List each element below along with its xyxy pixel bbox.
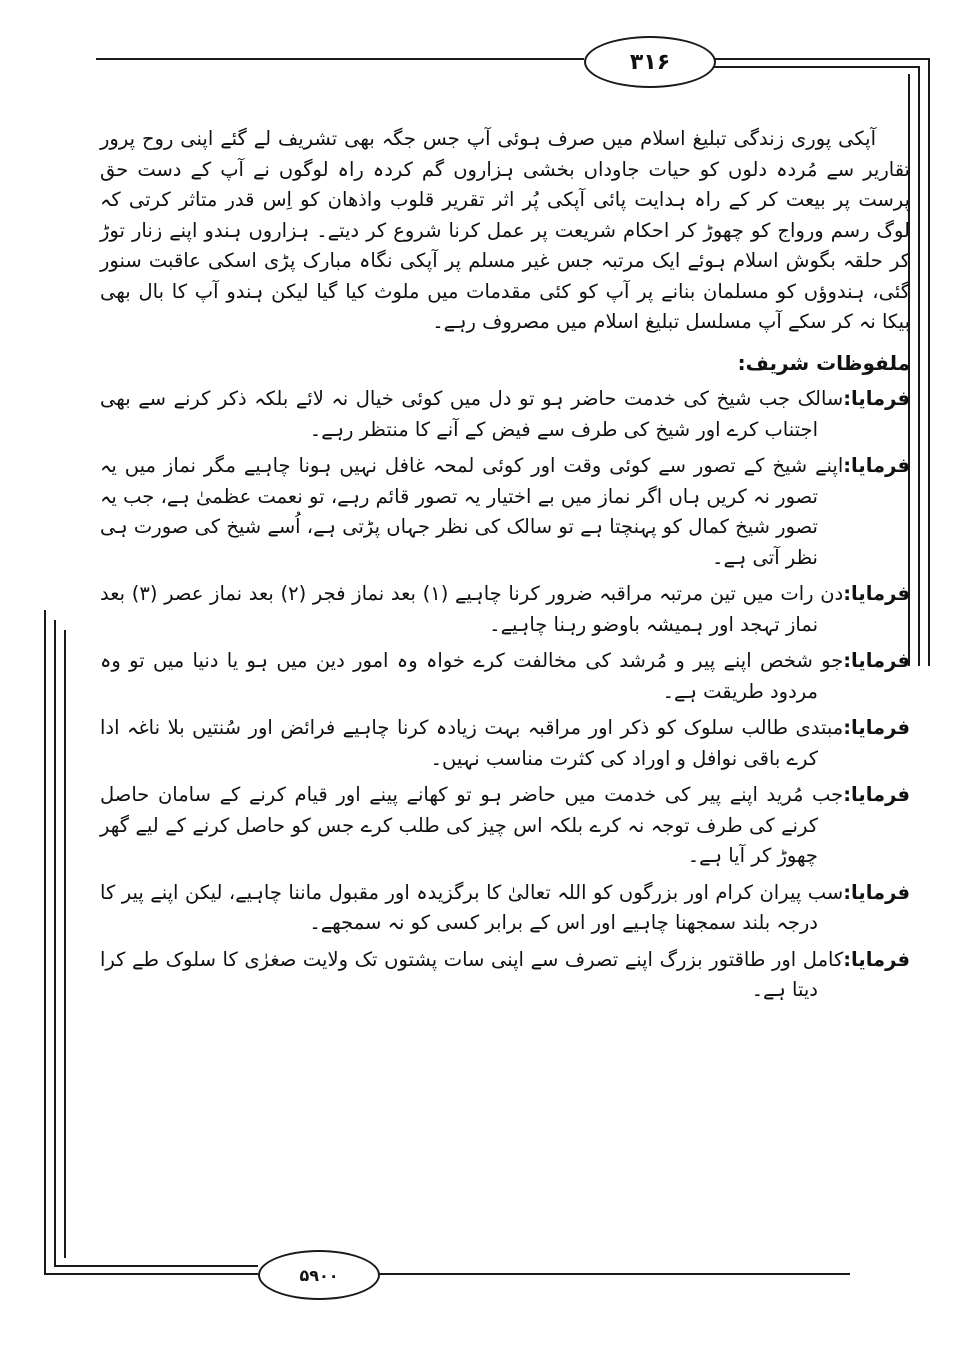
saying-text: جو شخص اپنے پیر و مُرشد کی مخالفت کرے خواہ وہ امور دین میں ہو یا دنیا میں تو وہ مردود طریقت ہے۔ (100, 649, 844, 703)
saying-label: فرمایا: (843, 387, 910, 410)
saying-item (100, 945, 910, 1006)
footer-code: ۵۹۰۰ (299, 1265, 339, 1285)
saying-label: فرمایا: (843, 947, 910, 971)
saying-text: سالک جب شیخ کی خدمت حاضر ہو تو دل میں کوئی خیال نہ لائے بلکہ ذکر کرنے سے بھی اجتناب کرے اور شیخ کی طرف سے فیض کے آنے کا منتظر رہے۔ (100, 387, 844, 441)
frame-top-line (96, 58, 584, 60)
saying-item (100, 579, 910, 640)
saying-item (100, 451, 910, 573)
frame-top-line-inner (712, 66, 920, 68)
frame-top-line (712, 58, 930, 60)
frame-bottom-line-inner (54, 1265, 258, 1267)
page-number: ۳۱۶ (629, 49, 671, 75)
saying-item (100, 646, 910, 707)
sayings-heading: ملفوظات شریف: (737, 350, 910, 375)
frame-right-line-inner (918, 66, 920, 666)
saying-text: اپنے شیخ کے تصور سے کوئی وقت اور کوئی لمحہ غافل نہیں ہونا چاہیے مگر نماز میں یہ تصور نہ کریں ہاں اگر نماز میں بے اختیار یہ تصور قائم رہے، تو نعمت عظمیٰ ہے، جب یہ تصور شیخ کمال کو پہنچتا ہے تو سالک کی نظر جہاں پڑتی ہے، اُسے شیخ کی صورت ہی نظر آتی ہے۔ (100, 454, 844, 569)
saying-text: دن رات میں تین مرتبہ مراقبہ ضرور کرنا چاہیے (۱) بعد نماز فجر (۲) بعد نماز عصر (۳) بعد نماز تہجد اور ہمیشہ باوضو رہنا چاہیے۔ (100, 582, 844, 636)
saying-item (100, 878, 910, 939)
frame-left-line-outer (44, 610, 46, 1274)
saying-label: فرمایا: (843, 649, 910, 672)
saying-label: فرمایا: (843, 783, 910, 806)
intro-paragraph: آپکی پوری زندگی تبلیغ اسلام میں صرف ہوئی آپ جس جگہ بھی تشریف لے گئے اپنی روح پرور تقاریر سے مُردہ دلوں کو حیات جاوداں بخشی ہزاروں گم کردہ راہ لوگوں نے آپ کے دست حق پرست پر بیعت کر کے راہ ہدایت پائی آپکی پُر اثر تقریر قلوب واذھان کو اِس قدر متاثر کرتی کہ لوگ رسم ورواج کو چھوڑ کر احکام شریعت پر عمل کرنا شروع کر دیتے۔ ہزاروں ہندو اپنے زنار توڑ کر حلقہ بگوش اسلام ہوئے ایک مرتبہ جس غیر مسلم پر آپکی نگاہ مبارک پڑی اسکی عاقبت سنور گئی، ہندوؤں کو مسلمان بنانے پر آپ کو کئی مقدمات میں ملوث کیا گیا لیکن ہندو آپ کا بال بھی بیکا نہ کر سکے آپ مسلسل تبلیغ اسلام میں مصروف رہے۔ (100, 127, 910, 333)
frame-right-line-outer (928, 58, 930, 666)
saying-label: فرمایا: (843, 716, 910, 739)
saying-item (100, 713, 910, 774)
saying-item (100, 384, 910, 445)
frame-left-line-inner (54, 620, 56, 1266)
saying-label: فرمایا: (843, 582, 910, 605)
saying-text: سب پیران کرام اور بزرگوں کو اللہ تعالیٰ کا برگزیدہ اور مقبول ماننا چاہیے، لیکن اپنے پیر کا درجہ بلند سمجھنا چاہیے اور اس کے برابر کسی کو نہ سمجھے۔ (100, 880, 844, 934)
saying-label: فرمایا: (843, 454, 910, 477)
saying-item (100, 780, 910, 872)
saying-text: مبتدی طالب سلوک کو ذکر اور مراقبہ بہت زیادہ کرنا چاہیے فرائض اور سُنتیں بلا ناغہ ادا کرے باقی نوافل و اوراد کی کثرت مناسب نہیں۔ (100, 716, 844, 770)
page-content (100, 124, 910, 1012)
frame-bottom-line-right (376, 1273, 850, 1275)
footer-code-badge (258, 1250, 380, 1300)
sayings-list (100, 384, 910, 1006)
saying-label: فرمایا: (843, 880, 910, 904)
saying-text: کامل اور طاقتور بزرگ اپنے تصرف سے اپنی سات پشتوں تک ولایت صغرٰی کا سلوک طے کرا دیتا ہے۔ (100, 947, 844, 1001)
saying-text: جب مُرید اپنے پیر کی خدمت میں حاضر ہو تو کھانے پینے اور قیام کرنے کے سامان حاصل کرنے کی طرف توجہ نہ کرے بلکہ اس چیز کی طلب کرے جس کو حاصل کرنے کے لیے گھر چھوڑ کر آیا ہے۔ (100, 783, 844, 867)
frame-bottom-line (44, 1273, 258, 1275)
page-number-badge (584, 36, 716, 88)
frame-left-line-third (64, 630, 66, 1258)
